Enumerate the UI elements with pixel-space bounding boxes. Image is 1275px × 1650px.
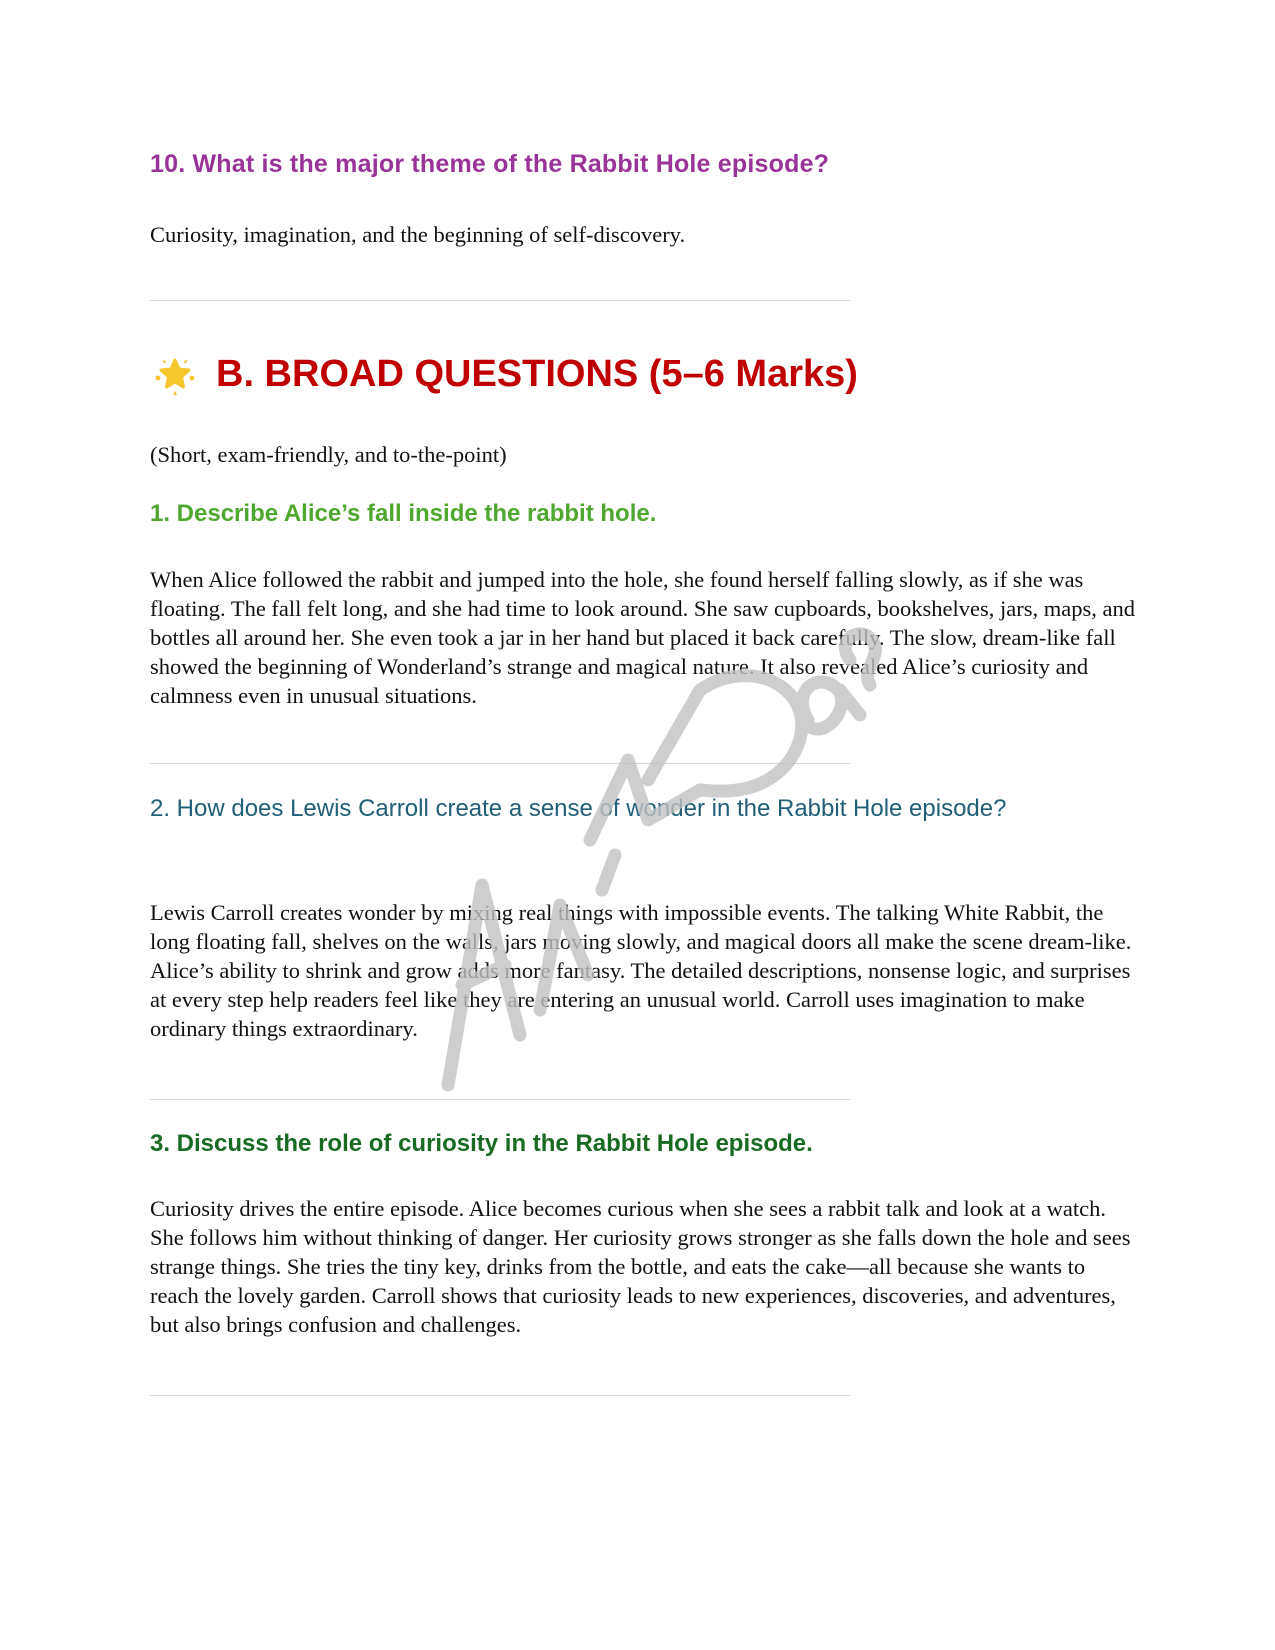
question-3-answer: Curiosity drives the entire episode. Alice becomes curious when she sees a rabbit talk and look at a watch. She follows him without thinking of danger. Her curiosity grows stronger as she falls down the hole and sees strange things. She tries the tiny key, drinks from the bottle, and eats the cake—all because she wants to reach the lovely garden. Carroll shows that curiosity leads to new experiences, discoveries, and adventures, but also brings confusion and challenges.	[150, 1196, 1131, 1337]
question-2-heading: 2. How does Lewis Carroll create a sense of wonder in the Rabbit Hole episode?	[150, 795, 1007, 822]
divider	[150, 763, 850, 764]
question-10-heading: 10. What is the major theme of the Rabbit Hole episode?	[150, 150, 830, 178]
question-1-answer: When Alice followed the rabbit and jumped into the hole, she found herself falling slowly, as if she was floating. The fall felt long, and she had time to look around. She saw cupboards, bookshelves, jars, maps, and bottles all around her. She even took a jar in her hand but placed it back carefully. The slow, dream-like fall showed the beginning of Wonderland’s strange and magical nature. It also revealed Alice’s curiosity and calmness even in unusual situations.	[150, 567, 1136, 708]
question-10-answer: Curiosity, imagination, and the beginning of self-discovery.	[150, 222, 686, 247]
section-title: B. BROAD QUESTIONS (5–6 Marks)	[216, 352, 858, 395]
section-subtitle: (Short, exam-friendly, and to-the-point)	[150, 442, 507, 467]
divider	[150, 300, 850, 301]
sparkle-star-icon	[152, 351, 198, 397]
question-3-heading: 3. Discuss the role of curiosity in the Rabbit Hole episode.	[150, 1130, 813, 1157]
divider	[150, 1395, 850, 1396]
section-heading	[152, 351, 858, 397]
divider	[150, 1099, 850, 1100]
question-2-answer: Lewis Carroll creates wonder by mixing real things with impossible events. The talking White Rabbit, the long floating fall, shelves on the walls, jars moving slowly, and magical doors all make the scene dream-like. Alice’s ability to shrink and grow adds more fantasy. The detailed descriptions, nonsense logic, and surprises at every step help readers feel like they are entering an unusual world. Carroll uses imagination to make ordinary things extraordinary.	[150, 900, 1132, 1041]
question-1-heading: 1. Describe Alice’s fall inside the rabbit hole.	[150, 500, 657, 527]
